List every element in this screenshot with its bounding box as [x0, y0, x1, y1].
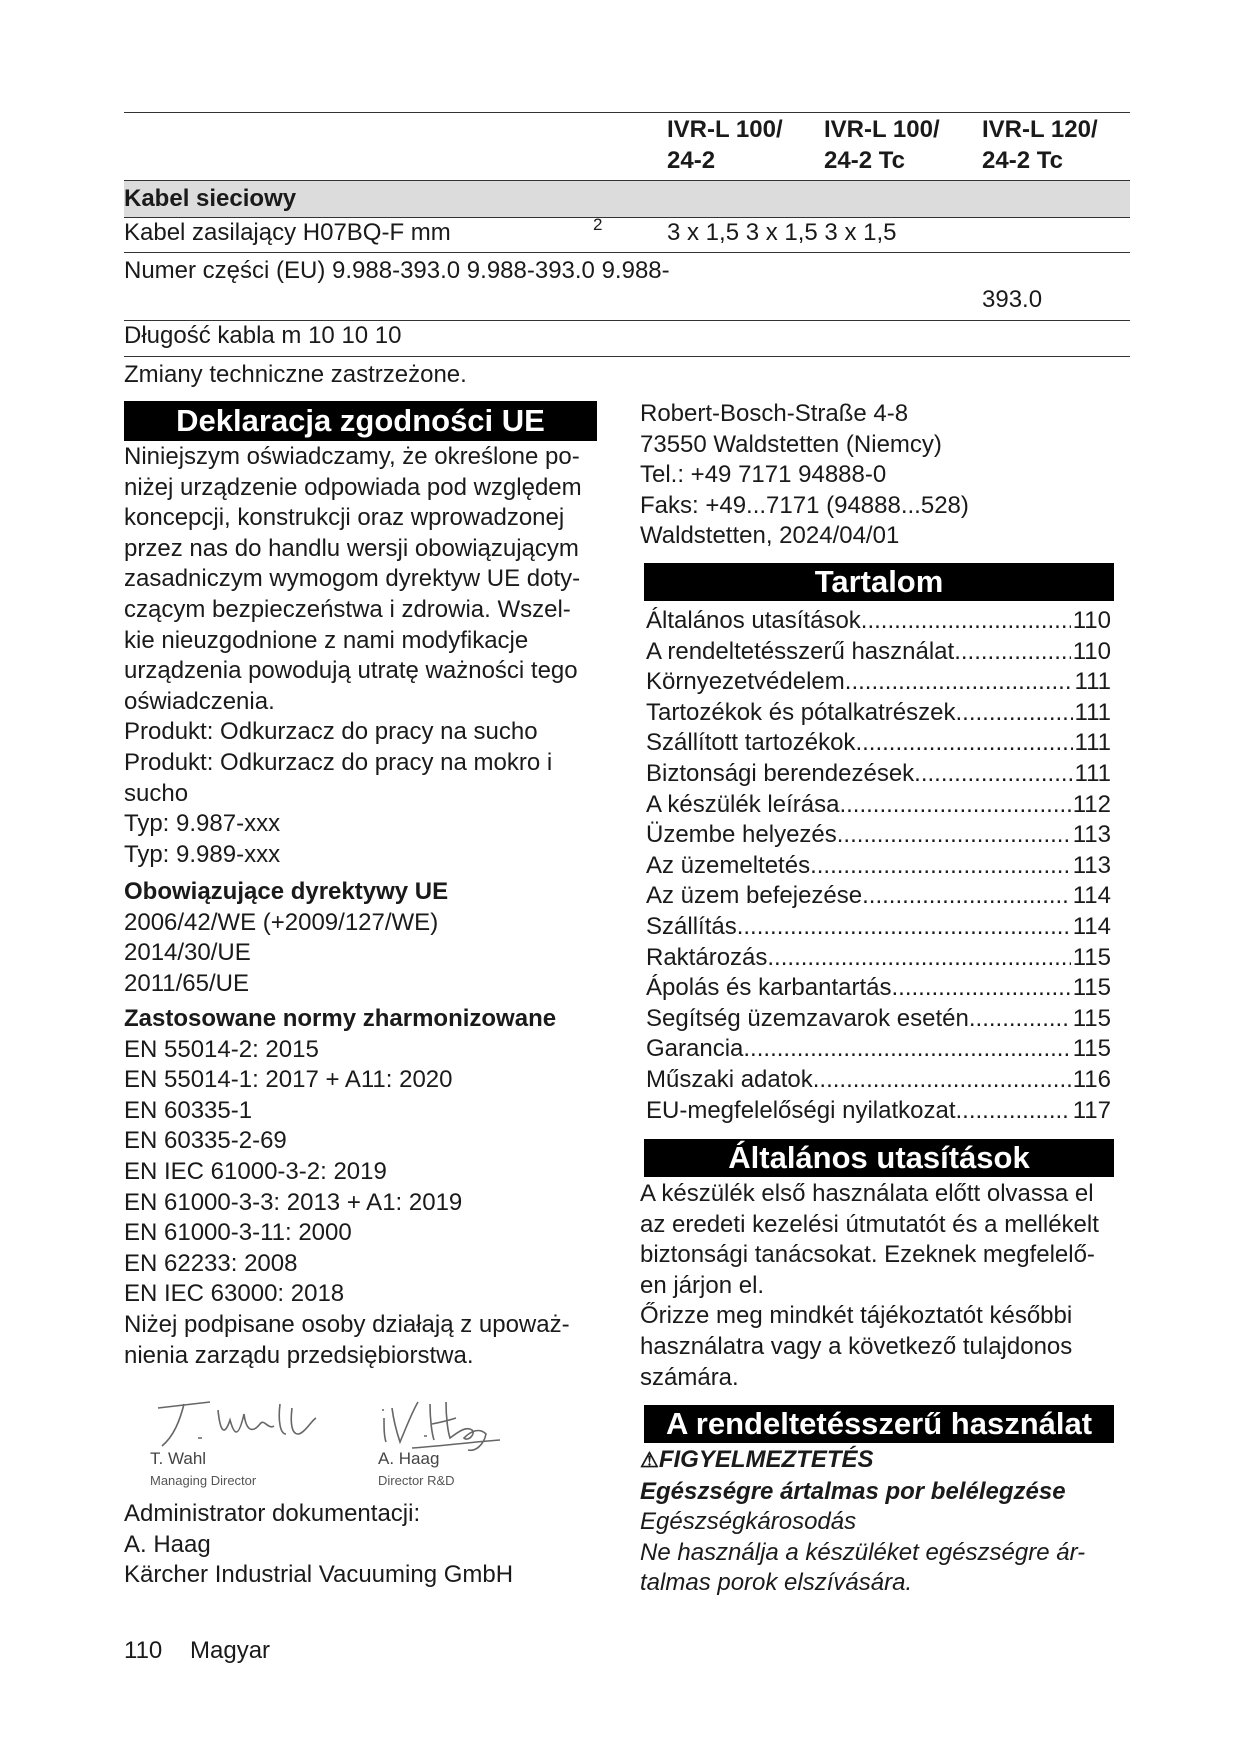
toc-item[interactable]: Garancia ..... 115: [646, 1034, 1111, 1065]
warning-title: Egészségre ártalmas por belélegzése: [640, 1477, 1066, 1505]
norms-block: Zastosowane normy zharmonizowane EN 55014-2: 2015 EN 55014-1: 2017 + A11: 2020 EN 60335-1 EN 60335-2-69 EN IEC 61000-3-2: 2019 EN 61000-3-3: 2013 + A1: 2019 EN 61000-3-11: 2000 EN 62233: 2008 EN IEC 63000: 2018 Niżej podpisane osoby działają z upoważ- nienia zarządu przedsiębiorstwa.: [124, 1005, 570, 1369]
toc-item[interactable]: Műszaki adatok ..... 116: [646, 1065, 1111, 1096]
table-header-model-1: IVR-L 100/ 24-2: [667, 116, 783, 174]
page-number: 110: [124, 1637, 163, 1664]
general-instructions-body: A készülék első használata előtt olvassa el az eredeti kezelési útmutatót és a mellékelt biztonsági tanácsokat. Ezeknek megfelelő- en járjon el. Őrizze meg mindkét tájékoztatót későbbi használatra vagy a következő tulajdonos számára.: [640, 1180, 1099, 1391]
toc-item[interactable]: Ápolás és karbantartás ..... 115: [646, 973, 1111, 1004]
signatory-name-haag: A. Haag: [378, 1449, 440, 1468]
directives-title: Obowiązujące dyrektywy UE: [124, 878, 449, 905]
documentation-admin: Administrator dokumentacji: A. Haag Kärcher Industrial Vacuuming GmbH: [124, 1500, 514, 1589]
cable-length-label: Długość kabla m 10 10 10: [124, 322, 402, 349]
toc-heading: Tartalom: [644, 563, 1114, 601]
toc-item[interactable]: Környezetvédelem ..... 111: [646, 667, 1111, 698]
table-rule: [124, 180, 1130, 181]
signatory-role-wahl: Managing Director: [150, 1473, 257, 1488]
norms-title: Zastosowane normy zharmonizowane: [124, 1005, 557, 1032]
intended-use-heading: A rendeltetésszerű használat: [644, 1405, 1114, 1443]
toc-item[interactable]: A készülék leírása ..... 112: [646, 790, 1111, 821]
toc-item[interactable]: Általános utasítások ..... 110: [646, 606, 1111, 637]
toc-item[interactable]: Szállítás ..... 114: [646, 912, 1111, 943]
toc-item[interactable]: Üzembe helyezés ..... 113: [646, 820, 1111, 851]
toc-item[interactable]: EU-megfelelőségi nyilatkozat ..... 117: [646, 1096, 1111, 1127]
toc-item[interactable]: Segítség üzemzavarok esetén ..... 115: [646, 1004, 1111, 1035]
toc-item[interactable]: Tartozékok és pótalkatrészek ..... 111: [646, 698, 1111, 729]
toc-item[interactable]: Az üzem befejezése ..... 114: [646, 881, 1111, 912]
warning-block: ⚠FIGYELMEZTETÉS Egészségre ártalmas por belélegzése Egészségkárosodás Ne használja a készüléket egészségre ár- talmas porok elszívására.: [640, 1446, 1086, 1597]
table-bottom-rule: [124, 356, 1130, 357]
cable-type-label: Kabel zasilający H07BQ-F mm: [124, 219, 451, 246]
general-instructions-heading: Általános utasítások: [644, 1139, 1114, 1177]
directives-block: Obowiązujące dyrektywy UE 2006/42/WE (+2009/127/WE) 2014/30/UE 2011/65/UE: [124, 878, 449, 997]
company-address: Robert-Bosch-Straße 4-8 73550 Waldstetten (Niemcy) Tel.: +49 7171 94888-0 Faks: +49...7171 (94888...528) Waldstetten, 2024/04/01: [640, 400, 969, 550]
warning-signal-word: ⚠FIGYELMEZTETÉS: [640, 1446, 874, 1473]
table-header-model-2: IVR-L 100/ 24-2 Tc: [824, 116, 940, 174]
table-top-rule: [124, 112, 1130, 113]
eu-declaration-body: Niniejszym oświadczamy, że określone po- niżej urządzenie odpowiada pod względem koncepcji, konstrukcji oraz wprowadzonej przez nas do handlu wersji obowiązującym zasadniczym wymogom dyrektyw UE doty- czącym bezpieczeństwa i zdrowia. Wszel- kie nieuzgodnione z nami modyfikacje urządzenia powodują utratę ważności tego oświadczenia. Produkt: Odkurzacz do pracy na sucho Produkt: Odkurzacz do pracy na mokro i sucho Typ: 9.987-xxx Typ: 9.989-xxx: [124, 443, 582, 868]
table-of-contents: [646, 606, 1111, 1126]
toc-item[interactable]: Szállított tartozékok ..... 111: [646, 728, 1111, 759]
signatory-name-wahl: T. Wahl: [150, 1449, 207, 1468]
warning-icon: ⚠: [640, 1449, 659, 1472]
eu-declaration-heading: Deklaracja zgodności UE: [124, 401, 597, 441]
signatory-role-haag: Director R&D: [378, 1473, 455, 1488]
toc-item[interactable]: Biztonsági berendezések ..... 111: [646, 759, 1111, 790]
part-number-wrap: 393.0: [982, 286, 1043, 313]
table-rule: [124, 252, 1130, 253]
cable-type-superscript: 2: [593, 215, 603, 234]
technical-changes-note: Zmiany techniczne zastrzeżone.: [124, 361, 467, 388]
toc-item[interactable]: Raktározás ..... 115: [646, 943, 1111, 974]
cable-type-values: 3 x 1,5 3 x 1,5 3 x 1,5: [667, 219, 897, 246]
table-section-title: Kabel sieciowy: [124, 185, 297, 212]
toc-item[interactable]: Az üzemeltetés ..... 113: [646, 851, 1111, 882]
part-number-label: Numer części (EU) 9.988-393.0 9.988-393.0 9.988-: [124, 257, 670, 284]
table-header-model-3: IVR-L 120/ 24-2 Tc: [982, 116, 1098, 174]
toc-item[interactable]: A rendeltetésszerű használat ..... 110: [646, 637, 1111, 668]
page-language: Magyar: [190, 1637, 271, 1664]
